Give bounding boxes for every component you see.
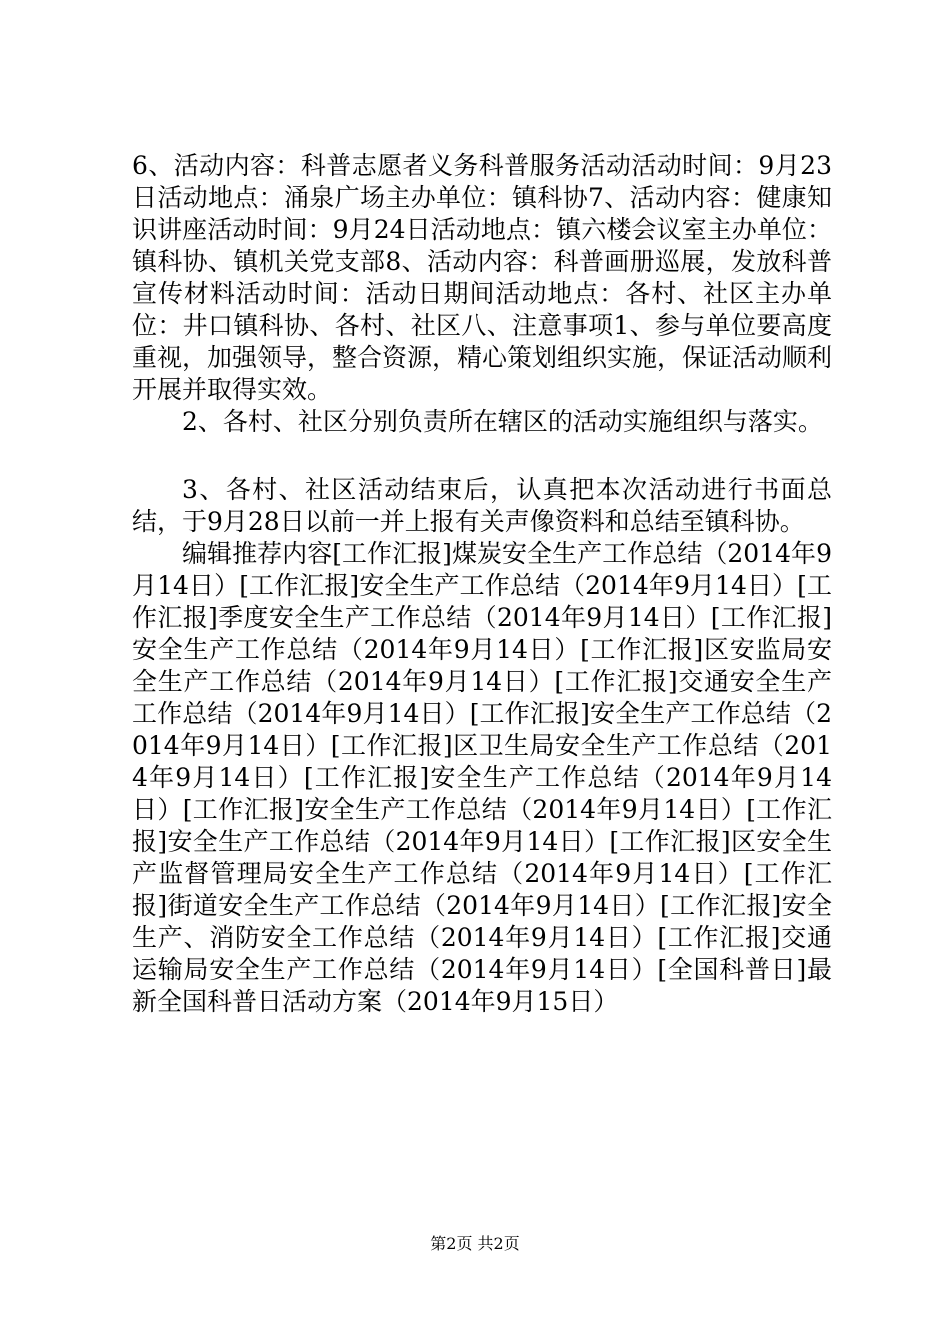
paragraph-recommended: 编辑推荐内容[工作汇报]煤炭安全生产工作总结（2014年9月14日）[工作汇报]安全生产工作总结（2014年9月14日）[工作汇报]季度安全生产工作总结（2014年9月14日）[工作汇报]安全生产工作总结（2014年9月14日）[工作汇报]区安监局安全生产工作总结（2014年9月14日）[工作汇报]交通安全生产工作总结（2014年9月14日）[工作汇报]安全生产工作总结（2014年9月14日）[工作汇报]区卫生局安全生产工作总结（2014年9月14日）[工作汇报]安全生产工作总结（2014年9月14日）[工作汇报]安全生产工作总结（2014年9月14日）[工作汇报]安全生产工作总结（2014年9月14日）[工作汇报]区安全生产监督管理局安全生产工作总结（2014年9月14日）[工作汇报]街道安全生产工作总结（2014年9月14日）[工作汇报]安全生产、消防安全工作总结（2014年9月14日）[工作汇报]交通运输局安全生产工作总结（2014年9月14日）[全国科普日]最新全国科普日活动方案（2014年9月15日） xyxy=(132,539,832,1016)
paragraph-item-3: 3、各村、社区活动结束后，认真把本次活动进行书面总结，于9月28日以前一并上报有关声像资料和总结至镇科协。 xyxy=(132,475,832,536)
document-body xyxy=(132,150,832,1018)
paragraph-item-2: 2、各村、社区分别负责所在辖区的活动实施组织与落实。 xyxy=(182,407,823,436)
paragraph-activities: 6、活动内容：科普志愿者义务科普服务活动活动时间：9月23日活动地点：涌泉广场主办单位：镇科协7、活动内容：健康知识讲座活动时间：9月24日活动地点：镇六楼会议室主办单位：镇科协、镇机关党支部8、活动内容：科普画册巡展，发放科普宣传材料活动时间：活动日期间活动地点：各村、社区主办单位：井口镇科协、各村、社区八、注意事项1、参与单位要高度重视，加强领导，整合资源，精心策划组织实施，保证活动顺利开展并取得实效。 xyxy=(132,151,833,404)
page-footer: 第2页 共2页 xyxy=(430,1234,520,1253)
